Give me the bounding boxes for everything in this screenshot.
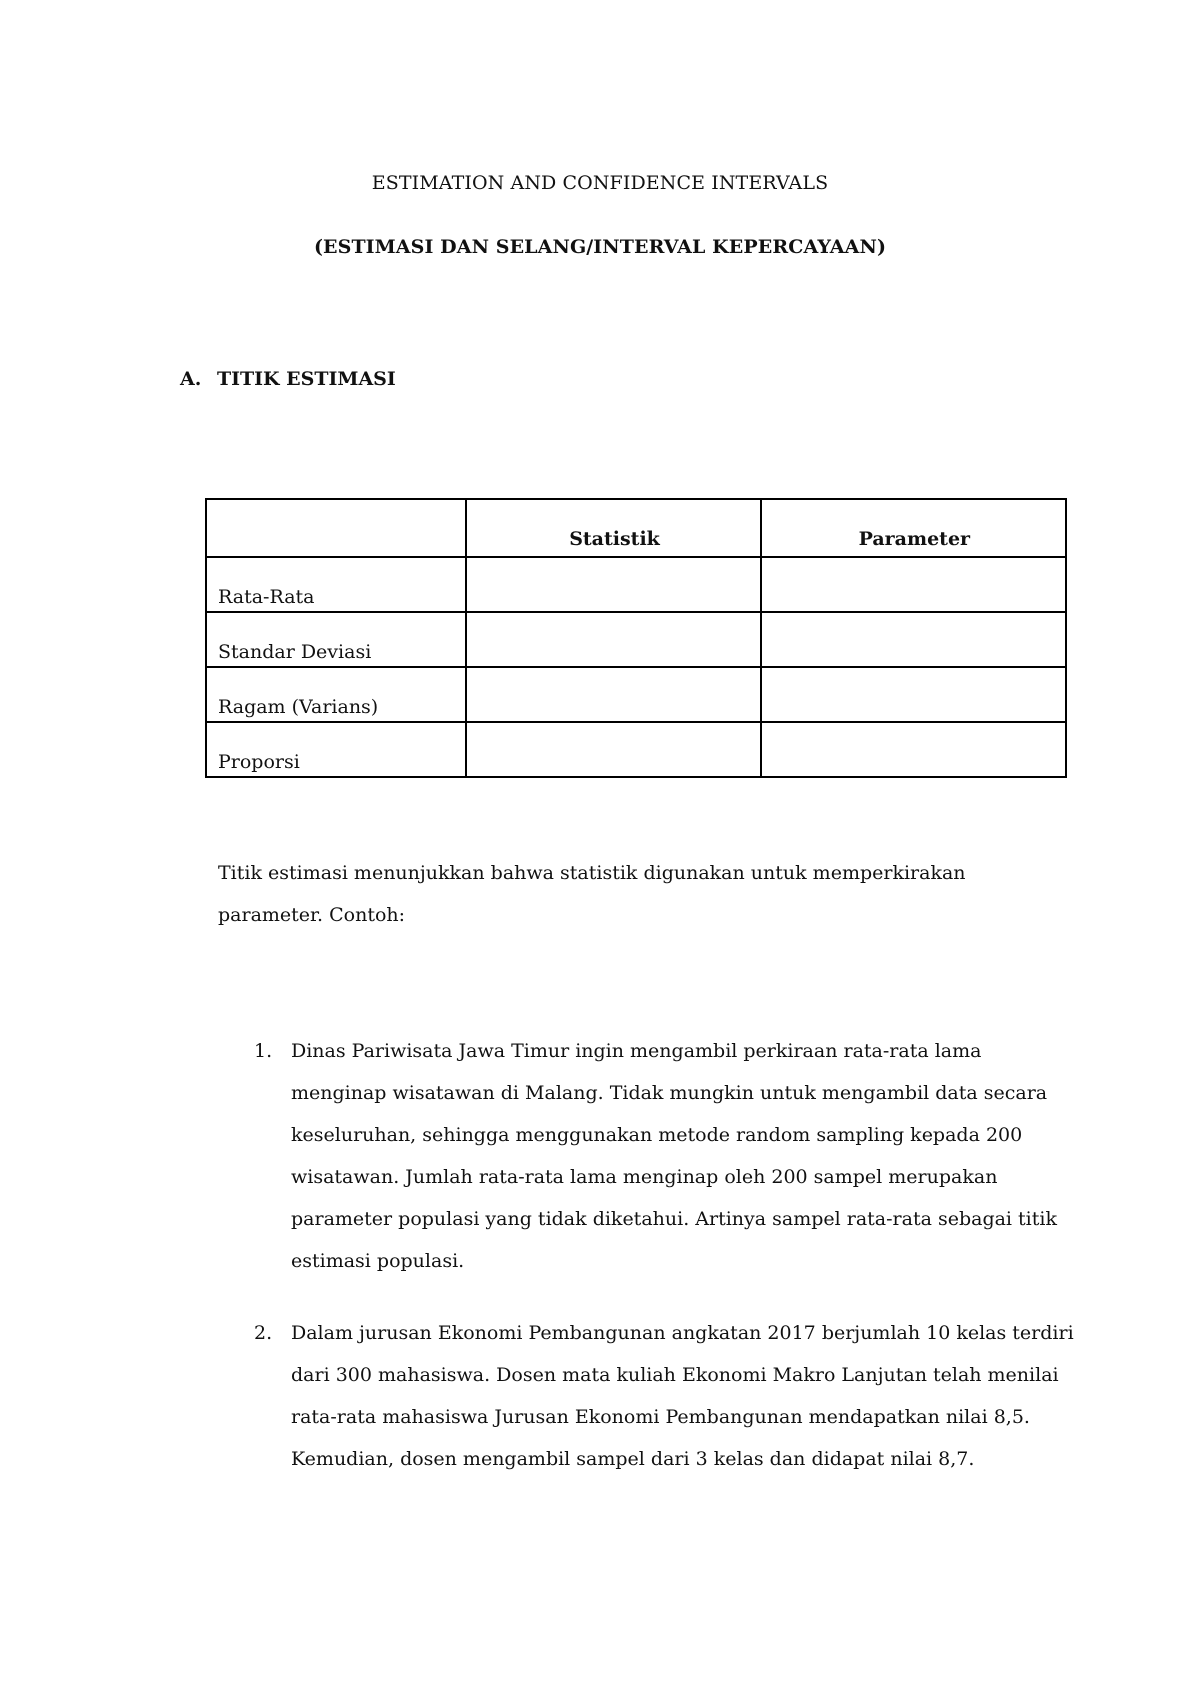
section-title: TITIK ESTIMASI [217, 368, 396, 390]
table-header-parameter: Parameter [761, 499, 1066, 557]
document-subtitle: (ESTIMASI DAN SELANG/INTERVAL KEPERCAYAAN) [313, 236, 887, 258]
row-label: Rata-Rata [206, 557, 466, 612]
table-row [206, 667, 1066, 722]
table-header-statistik: Statistik [466, 499, 760, 557]
statistik-cell [466, 667, 760, 722]
estimation-table [205, 498, 1067, 778]
section-letter: A. [180, 368, 202, 390]
examples-list [218, 1030, 1078, 1510]
list-item-number: 1. [254, 1040, 273, 1062]
table-header-row [206, 499, 1066, 557]
document-title: ESTIMATION AND CONFIDENCE INTERVALS [371, 172, 829, 194]
list-item [218, 1312, 1078, 1480]
table-header-cell [206, 499, 466, 557]
parameter-cell [761, 612, 1066, 667]
table-row [206, 557, 1066, 612]
row-label: Standar Deviasi [206, 612, 466, 667]
section-heading [180, 368, 396, 390]
row-label: Ragam (Varians) [206, 667, 466, 722]
statistik-cell [466, 612, 760, 667]
parameter-cell [761, 667, 1066, 722]
statistik-cell [466, 557, 760, 612]
parameter-cell [761, 557, 1066, 612]
list-item [218, 1030, 1078, 1282]
list-item-number: 2. [254, 1322, 273, 1344]
list-item-text: Dalam jurusan Ekonomi Pembangunan angkatan 2017 berjumlah 10 kelas terdiri dari 300 mahasiswa. Dosen mata kuliah Ekonomi Makro Lanjutan telah menilai rata-rata mahasiswa Jurusan Ekonomi Pembangunan mendapatkan nilai 8,5. Kemudian, dosen mengambil sampel dari 3 kelas dan didapat nilai 8,7. [291, 1322, 1074, 1470]
statistik-cell [466, 722, 760, 777]
table-row [206, 612, 1066, 667]
parameter-cell [761, 722, 1066, 777]
table-row [206, 722, 1066, 777]
intro-paragraph: Titik estimasi menunjukkan bahwa statistik digunakan untuk memperkirakan parameter. Contoh: [218, 862, 966, 926]
list-item-text: Dinas Pariwisata Jawa Timur ingin mengambil perkiraan rata-rata lama menginap wisatawan di Malang. Tidak mungkin untuk mengambil data secara keseluruhan, sehingga menggunakan metode random sampling kepada 200 wisatawan. Jumlah rata-rata lama menginap oleh 200 sampel merupakan parameter populasi yang tidak diketahui. Artinya sampel rata-rata sebagai titik estimasi populasi. [291, 1040, 1057, 1272]
row-label: Proporsi [206, 722, 466, 777]
